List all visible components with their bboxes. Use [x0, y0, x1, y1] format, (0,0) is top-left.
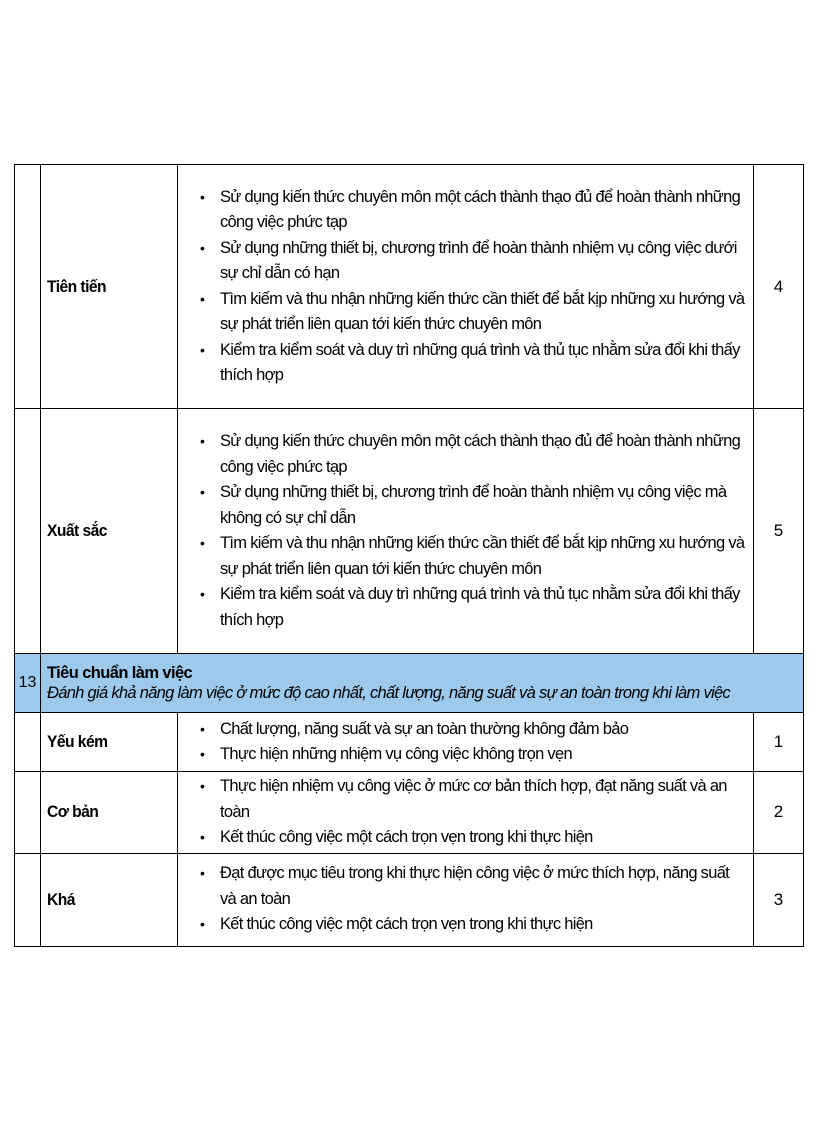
row-number-cell	[15, 853, 41, 946]
criteria-cell	[178, 853, 754, 946]
bullet-icon: •	[200, 829, 205, 845]
section-header-cell	[41, 654, 804, 713]
bullet-icon: •	[200, 188, 205, 205]
list-item: • Kiểm tra kiểm soát và duy trì những quá trình và thủ tục nhằm sửa đổi khi thấy thích hợp	[200, 338, 747, 389]
bullet-icon: •	[200, 341, 205, 358]
bullet-icon: •	[200, 865, 205, 882]
table-row	[15, 409, 804, 654]
score-cell: 5	[754, 409, 804, 654]
row-number-cell	[15, 713, 41, 772]
bullet-icon: •	[200, 433, 205, 449]
list-item: • Thực hiện nhiệm vụ công việc ở mức cơ bản thích hợp, đạt năng suất và an toàn	[200, 774, 747, 825]
score-cell: 4	[754, 165, 804, 409]
bullet-icon: •	[200, 778, 205, 794]
list-item: • Tìm kiếm và thu nhận những kiến thức cần thiết để bắt kịp những xu hướng và sự phát triển liên quan tới kiến thức chuyên môn	[200, 531, 747, 582]
list-item: • Sử dụng kiến thức chuyên môn một cách thành thạo đủ để hoàn thành những công việc phức tạp	[200, 185, 747, 236]
row-number-cell	[15, 165, 41, 409]
bullet-icon: •	[200, 746, 205, 762]
criteria-cell	[178, 409, 754, 654]
bullet-icon: •	[200, 239, 205, 256]
score-cell: 2	[754, 772, 804, 854]
level-label: Xuất sắc	[41, 409, 167, 654]
competency-table	[14, 164, 804, 947]
section-header-row	[15, 654, 804, 713]
score-cell: 1	[754, 713, 804, 772]
bullet-icon: •	[200, 484, 205, 500]
list-item: • Chất lượng, năng suất và sự an toàn thường không đảm bảo	[200, 717, 747, 743]
criteria-list	[178, 859, 753, 940]
bullet-icon: •	[200, 586, 205, 602]
criteria-list	[178, 715, 753, 770]
level-label: Khá	[41, 853, 167, 946]
table-row	[15, 772, 804, 854]
row-number-cell	[15, 409, 41, 654]
section-number: 13	[15, 654, 41, 713]
list-item: • Đạt được mục tiêu trong khi thực hiện công việc ở mức thích hợp, năng suất và an toàn	[200, 861, 747, 912]
level-label: Yếu kém	[41, 713, 167, 772]
level-label: Cơ bản	[41, 772, 167, 854]
list-item: • Sử dụng những thiết bị, chương trình để hoàn thành nhiệm vụ công việc dưới sự chỉ dẫn có hạn	[200, 236, 747, 287]
criteria-list	[178, 772, 753, 853]
section-title: Tiêu chuẩn làm việc	[47, 664, 193, 682]
section-subtitle: Đánh giá khả năng làm việc ở mức độ cao nhất, chất lượng, năng suất và sự an toàn trong khi làm việc	[47, 684, 730, 702]
list-item: • Sử dụng kiến thức chuyên môn một cách thành thạo đủ để hoàn thành những công việc phức tạp	[200, 429, 747, 480]
list-item: • Kết thúc công việc một cách trọn vẹn trong khi thực hiện	[200, 912, 747, 938]
table-row	[15, 165, 804, 409]
level-label: Tiên tiến	[41, 165, 167, 409]
bullet-icon: •	[200, 916, 205, 933]
criteria-cell	[178, 713, 754, 772]
score-cell: 3	[754, 853, 804, 946]
criteria-cell	[178, 165, 754, 409]
criteria-list	[178, 427, 753, 635]
criteria-list	[178, 183, 753, 391]
table-row	[15, 713, 804, 772]
list-item: • Thực hiện những nhiệm vụ công việc không trọn vẹn	[200, 742, 747, 768]
criteria-cell	[178, 772, 754, 854]
table-row	[15, 853, 804, 946]
row-number-cell	[15, 772, 41, 854]
list-item: • Kiểm tra kiểm soát và duy trì những quá trình và thủ tục nhằm sửa đổi khi thấy thích hợp	[200, 582, 747, 633]
bullet-icon: •	[200, 535, 205, 551]
list-item: • Tìm kiếm và thu nhận những kiến thức cần thiết để bắt kịp những xu hướng và sự phát triển liên quan tới kiến thức chuyên môn	[200, 287, 747, 338]
list-item: • Kết thúc công việc một cách trọn vẹn trong khi thực hiện	[200, 825, 747, 851]
bullet-icon: •	[200, 720, 205, 737]
bullet-icon: •	[200, 290, 205, 307]
list-item: • Sử dụng những thiết bị, chương trình để hoàn thành nhiệm vụ công việc mà không có sự chỉ dẫn	[200, 480, 747, 531]
